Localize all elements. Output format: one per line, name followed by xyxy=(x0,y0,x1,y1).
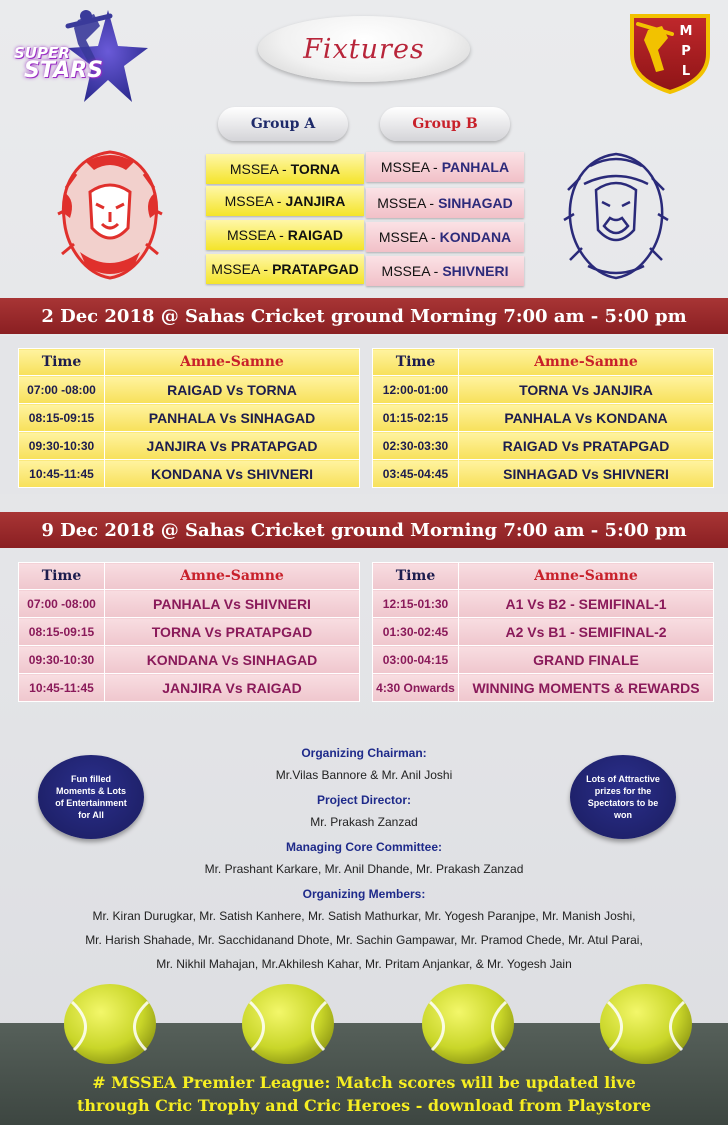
match-time: 03:00-04:15 xyxy=(373,646,459,674)
match-time: 01:30-02:45 xyxy=(373,618,459,646)
team-cell xyxy=(206,220,364,250)
table-row xyxy=(19,646,360,674)
table-row xyxy=(373,590,714,618)
table-row xyxy=(19,404,360,432)
committee-names: Mr. Prashant Karkare, Mr. Anil Dhande, Mr. Prakash Zanzad xyxy=(204,862,524,876)
table-header-row xyxy=(19,563,360,590)
match-time: 03:45-04:45 xyxy=(373,460,459,488)
fixtures-title-badge xyxy=(258,16,470,82)
match-teams: SINHAGAD Vs SHIVNERI xyxy=(459,460,714,488)
match-teams: A1 Vs B2 - SEMIFINAL-1 xyxy=(459,590,714,618)
match-time: 01:15-02:15 xyxy=(373,404,459,432)
team-name: JANJIRA xyxy=(285,193,346,209)
team-cell xyxy=(366,188,524,218)
match-teams: RAIGAD Vs PRATAPGAD xyxy=(459,432,714,460)
team-name: KONDANA xyxy=(439,229,512,245)
tennis-ball-icon xyxy=(594,976,698,1066)
table-row xyxy=(19,590,360,618)
match-teams: JANJIRA Vs RAIGAD xyxy=(105,674,360,702)
day1-left-table xyxy=(18,348,360,488)
table-row xyxy=(373,674,714,702)
team-name: SHIVNERI xyxy=(442,263,509,279)
lion-icon xyxy=(56,148,164,282)
table-row xyxy=(373,646,714,674)
super-stars-logo-stars: STARS xyxy=(24,58,103,83)
team-cell xyxy=(206,186,364,216)
table-header-row xyxy=(19,349,360,376)
organizers-credits xyxy=(60,740,668,976)
team-prefix: MSSEA - xyxy=(224,193,282,209)
team-cell xyxy=(206,254,364,284)
table-row xyxy=(19,376,360,404)
match-time: 07:00 -08:00 xyxy=(19,376,105,404)
members-line: Mr. Harish Shahade, Mr. Sacchidanand Dhote, Mr. Sachin Gampawar, Mr. Pramod Chede, Mr. Atul Parai, xyxy=(85,933,643,947)
match-time: 09:30-10:30 xyxy=(19,646,105,674)
team-name: SINHAGAD xyxy=(438,195,513,211)
match-time: 08:15-09:15 xyxy=(19,404,105,432)
table-row xyxy=(373,404,714,432)
match-time: 08:15-09:15 xyxy=(19,618,105,646)
match-time: 4:30 Onwards xyxy=(373,674,459,702)
mpl-logo xyxy=(628,10,712,94)
table-row xyxy=(19,432,360,460)
team-prefix: MSSEA - xyxy=(226,227,284,243)
match-teams: PANHALA Vs KONDANA xyxy=(459,404,714,432)
team-cell xyxy=(366,222,524,252)
fun-filled-bubble: Fun filled Moments & Lots of Entertainment for All xyxy=(38,755,144,839)
match-teams: RAIGAD Vs TORNA xyxy=(105,376,360,404)
team-prefix: MSSEA - xyxy=(377,195,435,211)
tennis-ball-icon xyxy=(58,976,162,1066)
match-teams: A2 Vs B1 - SEMIFINAL-2 xyxy=(459,618,714,646)
members-line: Mr. Nikhil Mahajan, Mr.Akhilesh Kahar, Mr. Pritam Anjankar, & Mr. Yogesh Jain xyxy=(156,957,572,971)
team-cell xyxy=(206,154,364,184)
day2-left-table xyxy=(18,562,360,702)
match-teams: WINNING MOMENTS & REWARDS xyxy=(459,674,714,702)
match-teams: JANJIRA Vs PRATAPGAD xyxy=(105,432,360,460)
match-teams: TORNA Vs PRATAPGAD xyxy=(105,618,360,646)
col-time-header: Time xyxy=(373,563,459,590)
blue-lion-emblem xyxy=(562,148,670,282)
group-b-label xyxy=(380,107,510,141)
match-time: 10:45-11:45 xyxy=(19,674,105,702)
match-time: 12:15-01:30 xyxy=(373,590,459,618)
red-lion-emblem xyxy=(56,148,164,282)
tennis-ball-icon xyxy=(416,976,520,1066)
match-teams: PANHALA Vs SINHAGAD xyxy=(105,404,360,432)
group-b-label-text: Group B xyxy=(412,116,478,132)
match-time: 12:00-01:00 xyxy=(373,376,459,404)
super-stars-logo xyxy=(8,6,148,106)
chairman-label: Organizing Chairman: xyxy=(301,746,427,760)
lion-icon xyxy=(562,148,670,282)
match-time: 09:30-10:30 xyxy=(19,432,105,460)
prizes-bubble: Lots of Attractive prizes for the Spectators to be won xyxy=(570,755,676,839)
col-match-header: Amne-Samne xyxy=(105,349,360,376)
table-row xyxy=(19,618,360,646)
director-name: Mr. Prakash Zanzad xyxy=(310,815,418,829)
match-teams: PANHALA Vs SHIVNERI xyxy=(105,590,360,618)
match-teams: TORNA Vs JANJIRA xyxy=(459,376,714,404)
col-match-header: Amne-Samne xyxy=(459,349,714,376)
members-label: Organizing Members: xyxy=(302,887,426,901)
super-stars-logo-super: SUPER xyxy=(14,44,70,62)
table-row xyxy=(373,432,714,460)
day2-banner: 9 Dec 2018 @ Sahas Cricket ground Morning 7:00 am - 5:00 pm xyxy=(0,512,728,548)
chairman-names: Mr.Vilas Bannore & Mr. Anil Joshi xyxy=(275,768,453,782)
day1-right-table xyxy=(372,348,714,488)
table-row xyxy=(373,618,714,646)
table-row xyxy=(373,376,714,404)
team-cell xyxy=(366,152,524,182)
group-a-label-text: Group A xyxy=(250,116,316,132)
team-prefix: MSSEA - xyxy=(211,261,269,277)
footer-line-2: through Cric Trophy and Cric Heroes - download from Playstore xyxy=(77,1096,651,1115)
members-line: Mr. Kiran Durugkar, Mr. Satish Kanhere, Mr. Satish Mathurkar, Mr. Yogesh Paranjpe, Mr. Manish Joshi, xyxy=(92,909,636,923)
table-row xyxy=(373,460,714,488)
col-time-header: Time xyxy=(19,349,105,376)
mpl-logo-letters: MPL xyxy=(679,24,693,79)
table-row xyxy=(19,674,360,702)
page-title: Fixtures xyxy=(303,33,425,65)
match-time: 10:45-11:45 xyxy=(19,460,105,488)
col-time-header: Time xyxy=(373,349,459,376)
table-header-row xyxy=(373,563,714,590)
match-teams: KONDANA Vs SHIVNERI xyxy=(105,460,360,488)
team-prefix: MSSEA - xyxy=(378,229,436,245)
day1-banner: 2 Dec 2018 @ Sahas Cricket ground Morning 7:00 am - 5:00 pm xyxy=(0,298,728,334)
col-match-header: Amne-Samne xyxy=(459,563,714,590)
day2-right-table xyxy=(372,562,714,702)
col-time-header: Time xyxy=(19,563,105,590)
team-prefix: MSSEA - xyxy=(380,159,438,175)
tennis-ball-icon xyxy=(236,976,340,1066)
team-name: TORNA xyxy=(290,161,341,177)
col-match-header: Amne-Samne xyxy=(105,563,360,590)
director-label: Project Director: xyxy=(316,793,412,807)
match-teams: KONDANA Vs SINHAGAD xyxy=(105,646,360,674)
group-a-label xyxy=(218,107,348,141)
match-time: 07:00 -08:00 xyxy=(19,590,105,618)
team-prefix: MSSEA - xyxy=(381,263,439,279)
team-prefix: MSSEA - xyxy=(229,161,287,177)
team-cell xyxy=(366,256,524,286)
team-name: RAIGAD xyxy=(287,227,344,243)
match-time: 02:30-03:30 xyxy=(373,432,459,460)
match-teams: GRAND FINALE xyxy=(459,646,714,674)
table-header-row xyxy=(373,349,714,376)
footer-line-1: # MSSEA Premier League: Match scores will be updated live xyxy=(92,1073,636,1092)
team-name: PANHALA xyxy=(441,159,510,175)
team-name: PRATAPGAD xyxy=(272,261,359,277)
shield-icon xyxy=(628,10,712,94)
table-row xyxy=(19,460,360,488)
committee-label: Managing Core Committee: xyxy=(285,840,442,854)
